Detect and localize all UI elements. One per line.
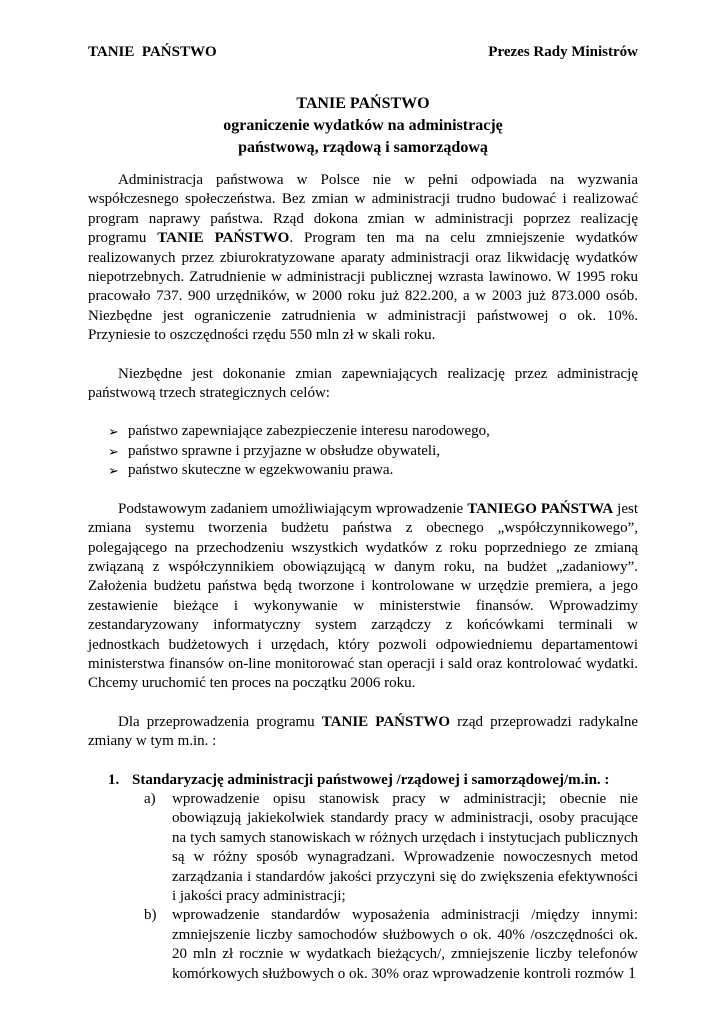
title-line-1: TANIE PAŃSTWO [296, 95, 430, 112]
title-line-3: państwową, rządową i samorządową [238, 139, 488, 156]
document-body [88, 171, 638, 984]
arrow-bullet-icon: ➢ [108, 424, 119, 440]
paragraph-2: Niezbędne jest dokonanie zmian zapewniających realizację przez administrację państwową trzech strategicznych celów: [88, 365, 638, 402]
list-item: ➢ państwo sprawne i przyjazne w obsłudze obywateli, [108, 442, 638, 461]
title-line-2: ograniczenie wydatków na administrację [223, 117, 503, 134]
paragraph-1: Administracja państwowa w Polsce nie w pełni odpowiada na wyzwania współczesnego społeczeństwa. Bez zmian w administracji trudno budować i realizować program naprawy państwa. Rząd dokona zmian w administracji poprzez realizację programu TANIE PAŃSTWO. Program ten ma na celu zmniejszenie wydatków realizowanych przez zbiurokratyzowane aparaty administracji oraz likwidację wydatków niepotrzebnych. Zatrudnienie w administracji publicznej wzrasta lawinowo. W 1995 roku pracowało 737. 900 urzędników, w 2000 roku już 822.200, a w 2003 już 873.000 osób. Niezbędne jest ograniczenie zatrudnienia w administracji państwowej o ok. 10%. Przyniesie to oszczędności rzędu 550 mln zł w skali roku. [88, 172, 638, 344]
goals-list [88, 422, 638, 480]
arrow-bullet-icon: ➢ [108, 463, 119, 479]
list-item: ➢ państwo skuteczne w egzekwowaniu prawa. [108, 461, 638, 480]
list-item: ➢ państwo zapewniające zabezpieczenie interesu narodowego, [108, 422, 638, 441]
page-number: 1 [628, 965, 636, 982]
sub-item-b: b) wprowadzenie standardów wyposażenia administracji /między innymi: zmniejszenie liczby samochodów służbowych o ok. 40% /oszczędności ok. 20 mln zł rocznie w wydatkach bieżących/, zmniejszenie liczby telefonów komórkowych służbowych o ok. 30% oraz wprowadzenie kontroli rozmów [144, 907, 638, 982]
arrow-bullet-icon: ➢ [108, 443, 119, 459]
document-title [88, 93, 638, 159]
sub-item-a: a) wprowadzenie opisu stanowisk pracy w administracji; obecnie nie obowiązują jakiekolwiek standardy pracy w administracji, osoby pracujące na tych samych stanowiskach w różnych urzędach i instytucjach publicznych są w różny sposób wynagradzani. Wprowadzenie nowoczesnych metod zarządzania i standardów jakości przyczyni się do zwiększenia efektywności i jakości pracy administracji; [144, 790, 638, 904]
header-right: Prezes Rady Ministrów [488, 44, 638, 60]
numbered-item-1: 1. Standaryzację administracji państwowej /rządowej i samorządowej/m.in. : [108, 771, 610, 788]
header-left: TANIE PAŃSTWO [88, 44, 217, 60]
paragraph-4: Dla przeprowadzenia programu TANIE PAŃSTWO rząd przeprowadzi radykalne zmiany w tym m.in. : [88, 713, 638, 750]
paragraph-3: Podstawowym zadaniem umożliwiającym wprowadzenie TANIEGO PAŃSTWA jest zmiana systemu tworzenia budżetu państwa z obecnego „współczynnikowego”, polegającego na przechodzeniu wszystkich wydatków z roku poprzedniego ze zmianą związaną z współczynnikiem obowiązującą w danym roku, na budżet „zadaniowy”. Założenia budżetu państwa będą tworzone i kontrolowane w urzędzie premiera, a jego zestawienie bieżące i wykonywanie w ministerstwie finansów. Wprowadzimy zestandaryzowany informatyczny system zarządczy z końcówkami terminali w jednostkach budżetowych i urzędach, który pozwoli odpowiedniemu departamentowi ministerstwa finansów on-line monitorować stan operacji i sald oraz kontrolować wydatki. Chcemy uruchomić ten proces na początku 2006 roku. [88, 500, 638, 692]
